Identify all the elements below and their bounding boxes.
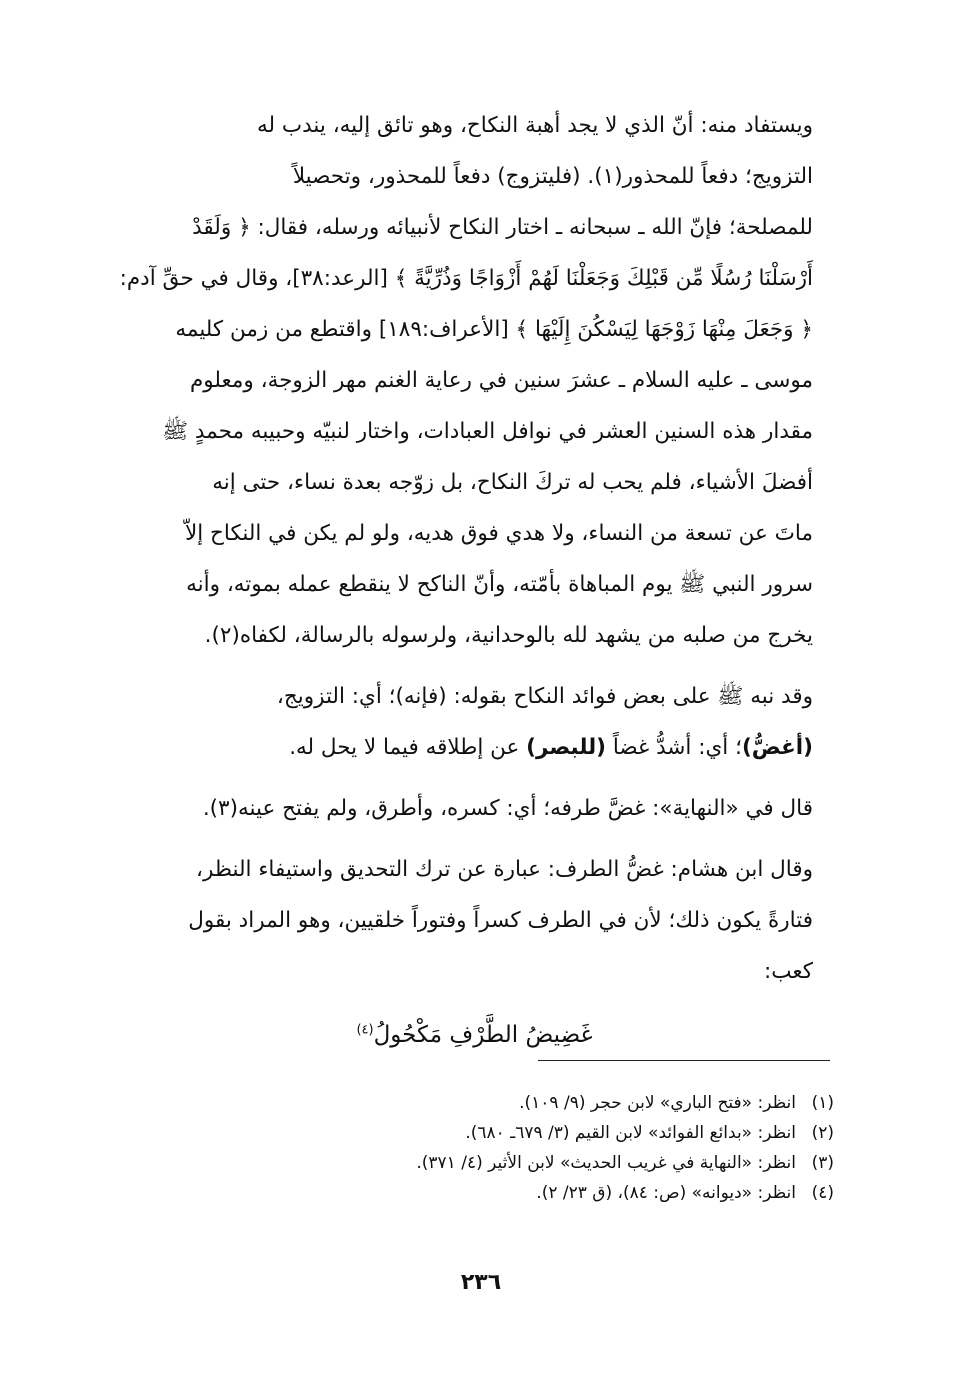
text-line: كعب: [764, 959, 813, 984]
footnote-text: انظر: «فتح الباري» لابن حجر (٩/ ١٠٩). [519, 1093, 796, 1113]
main-text [112, 100, 837, 1063]
footnote-item [274, 1178, 834, 1208]
footnote-text: انظر: «النهاية في غريب الحديث» لابن الأثير (٤/ ٣٧١). [416, 1153, 796, 1173]
footnote-number: (٣) [811, 1153, 834, 1173]
text-line: وقد نبه ﷺ على بعض فوائد النكاح بقوله: (فإنه)؛ أي: التزويج، [276, 684, 813, 709]
text-run: ؛ أي: أشدُّ غضاً [606, 735, 742, 760]
paragraph-2 [112, 671, 837, 773]
footnote-number: (٤) [811, 1183, 834, 1203]
bold-term: (أغضُّ) [741, 735, 813, 760]
text-line: وقال ابن هشام: غضُّ الطرف: عبارة عن ترك التحديق واستيفاء النظر، [196, 857, 813, 882]
text-line: ﴿ وَجَعَلَ مِنْهَا زَوْجَهَا لِيَسْكُنَ إِلَيْهَا ﴾ [الأعراف:١٨٩] واقتطع من زمن كليمه [175, 317, 813, 342]
paragraph-3 [112, 783, 837, 834]
text-line: ويستفاد منه: أنّ الذي لا يجد أهبة النكاح، وهو تائق إليه، يندب له [256, 113, 813, 138]
text-line: ماتَ عن تسعة من النساء، ولا هدي فوق هديه، ولو لم يكن في النكاح إلاّ [184, 521, 813, 546]
paragraph-4 [112, 844, 837, 997]
bold-term: (للبصر) [526, 735, 607, 760]
footnote-item [274, 1148, 834, 1178]
footnote-item [274, 1088, 834, 1118]
footnote-item [274, 1118, 834, 1148]
text-line: التزويج؛ دفعاً للمحذور(١). (فليتزوج) دفعاً للمحذور، وتحصيلاً [292, 164, 813, 189]
verse-text: غَضِيضُ الطَّرْفِ مَكْحُولُ [373, 1022, 593, 1048]
text-line: قال في «النهاية»: غضَّ طرفه؛ أي: كسره، وأطرق، ولم يفتح عينه(٣). [202, 796, 813, 821]
footnote-text: انظر: «ديوانه» (ص: ٨٤)، (ق ٢٣/ ٢). [536, 1183, 796, 1203]
text-line: للمصلحة؛ فإنّ الله ـ سبحانه ـ اختار النكاح لأنبيائه ورسله، فقال: ﴿ وَلَقَدْ [192, 215, 813, 240]
footnote-text: انظر: «بدائع الفوائد» لابن القيم (٣/ ٦٧٩ـ ٦٨٠). [465, 1123, 796, 1143]
text-line: فتارةً يكون ذلك؛ لأن في الطرف كسراً وفتوراً خلقيين، وهو المراد بقول [188, 908, 813, 933]
footnote-number: (١) [811, 1093, 834, 1113]
text-run: عن إطلاقه فيما لا يحل له. [289, 735, 527, 760]
text-line: موسى ـ عليه السلام ـ عشرَ سنين في رعاية الغنم مهر الزوجة، ومعلوم [190, 368, 813, 393]
footnote-divider [538, 1060, 830, 1061]
text-line [112, 722, 837, 773]
footnote-number: (٢) [811, 1123, 834, 1143]
page-number: ٢٣٦ [460, 1270, 502, 1295]
footnote-ref: (٤) [356, 1022, 374, 1038]
text-line: أفضلَ الأشياء، فلم يحب له تركَ النكاح، بل زوّجه بعدة نساء، حتى إنه [212, 470, 813, 495]
footnotes [274, 1088, 834, 1208]
text-line: مقدار هذه السنين العشر في نوافل العبادات، واختار لنبيّه وحبيبه محمدٍ ﷺ [162, 419, 813, 444]
paragraph-1 [112, 100, 837, 661]
text-line: سرور النبي ﷺ يوم المباهاة بأمّته، وأنّ الناكح لا ينقطع عمله بموته، وأنه [186, 572, 813, 597]
text-line: يخرج من صلبه من يشهد لله بالوحدانية، ولرسوله بالرسالة، لكفاه(٢). [204, 623, 813, 648]
poetry-verse [112, 1007, 837, 1063]
text-line: أَرْسَلْنَا رُسُلًا مِّن قَبْلِكَ وَجَعَلْنَا لَهُمْ أَزْوَاجًا وَذُرِّيَّةً ﴾ [الرعد:٣٨]، وقال في حقِّ آدم: [119, 266, 813, 291]
